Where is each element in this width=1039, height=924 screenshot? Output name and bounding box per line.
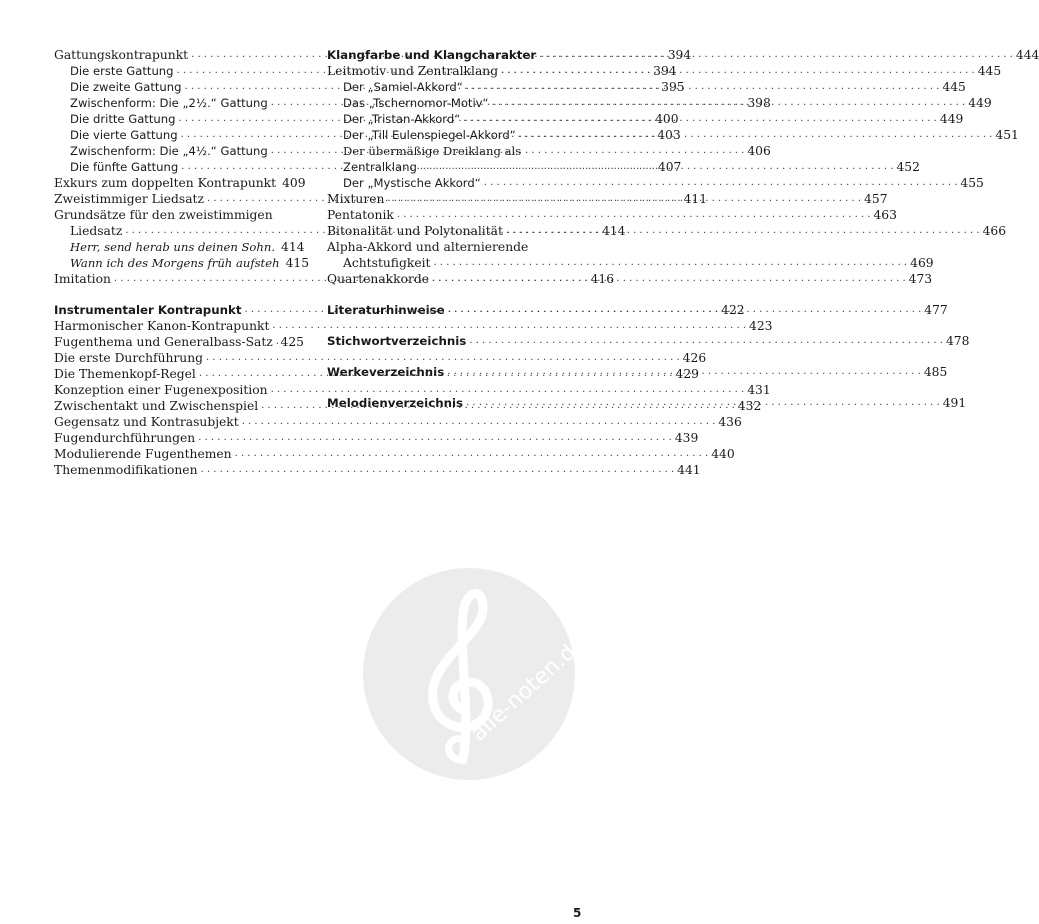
toc-entry: Exkurs zum doppelten Kontrapunkt 409 (54, 176, 306, 190)
toc-entry: Konzeption einer Fugenexposition . . . 431 (54, 382, 304, 398)
toc-entry: Die zweite Gattung . . . 395 (54, 79, 304, 95)
toc-entry-heading: Grundsätze für den zweistimmigen (54, 208, 273, 222)
toc-entry: Quartenakkorde . . . 473 (327, 271, 579, 287)
toc-entry: Imitation . . . 416 (54, 271, 304, 287)
watermark-logo (359, 564, 591, 784)
toc-entry: Die Themenkopf-Regel . . . 429 (54, 366, 304, 382)
toc-entry: Der „Mystische Akkord“ . . . 455 (327, 175, 579, 191)
toc-entry: Der „Tristan-Akkord“ . . . 449 (327, 111, 579, 127)
toc-entry-heading: Der übermäßige Dreiklang als (343, 144, 522, 158)
toc-entry: Zwischentakt und Zwischenspiel . . . 432 (54, 398, 304, 414)
toc-entry: Die dritte Gattung . . . 400 (54, 111, 304, 127)
toc-entry: Mixturen . . . 457 (327, 191, 579, 207)
toc-section-heading: Stichwortverzeichnis . . . 478 (327, 333, 579, 349)
toc-entry-heading: Alpha-Akkord und alternierende (327, 240, 529, 254)
watermark-text: alle-noten.de (466, 630, 591, 747)
toc-entry: Die erste Durchführung . . . 426 (54, 350, 304, 366)
toc-entry: Themenmodifikationen . . . 441 (54, 462, 304, 478)
toc-entry: Pentatonik . . . 463 (327, 207, 579, 223)
toc-entry: Leitmotiv und Zentralklang . . . 445 (327, 63, 579, 79)
toc-entry: Das „Tschernomor-Motiv“ . . . 449 (327, 95, 579, 111)
toc-entry: Harmonischer Kanon-Kontrapunkt . . . 423 (54, 318, 304, 334)
toc-entry: Herr, send herab uns deinen Sohn. 414 (70, 240, 305, 254)
toc-entry: Die vierte Gattung . . . 403 (54, 127, 304, 143)
toc-entry: Achtstufigkeit . . . 469 (327, 255, 579, 271)
toc-entry: Liedsatz . . . 414 (54, 223, 304, 239)
toc-section-heading: Werkeverzeichnis . . . 485 (327, 364, 579, 380)
toc-entry: Die fünfte Gattung . . . 407 (54, 159, 304, 175)
toc-entry: Modulierende Fugenthemen . . . 440 (54, 446, 304, 462)
page-number: 5 (573, 906, 582, 920)
toc-section-heading: Melodienverzeichnis . . . 491 (327, 395, 579, 411)
toc-section-heading: Klangfarbe und Klangcharakter . . . 444 (327, 47, 579, 63)
toc-entry: Der „Till Eulenspiegel-Akkord“ . . . 451 (327, 127, 579, 143)
toc-entry: Zwischenform: Die „2½.“ Gattung . . . 398 (54, 95, 304, 111)
toc-entry: Der „Samiel-Akkord“ . . . 445 (327, 79, 579, 95)
toc-entry: Zentralklang . . . 452 (327, 159, 579, 175)
toc-entry: Wann ich des Morgens früh aufsteh 415 (70, 256, 310, 270)
toc-entry: Zwischenform: Die „4½.“ Gattung . . . 406 (54, 143, 304, 159)
toc-entry: Gegensatz und Kontrasubjekt . . . 436 (54, 414, 304, 430)
toc-entry: Die erste Gattung . . . 394 (54, 63, 304, 79)
toc-entry: Bitonalität und Polytonalität . . . 466 (327, 223, 579, 239)
toc-entry: Fugendurchführungen . . . 439 (54, 430, 304, 446)
toc-entry: Gattungskontrapunkt . . . 394 (54, 47, 304, 63)
toc-section-heading: Instrumentaler Kontrapunkt . . . 422 (54, 302, 304, 318)
toc-entry: Zweistimmiger Liedsatz . . . 411 (54, 191, 304, 207)
toc-entry: Fugenthema und Generalbass-Satz . . . 425 (54, 334, 304, 350)
toc-section-heading: Literaturhinweise . . . 477 (327, 302, 579, 318)
